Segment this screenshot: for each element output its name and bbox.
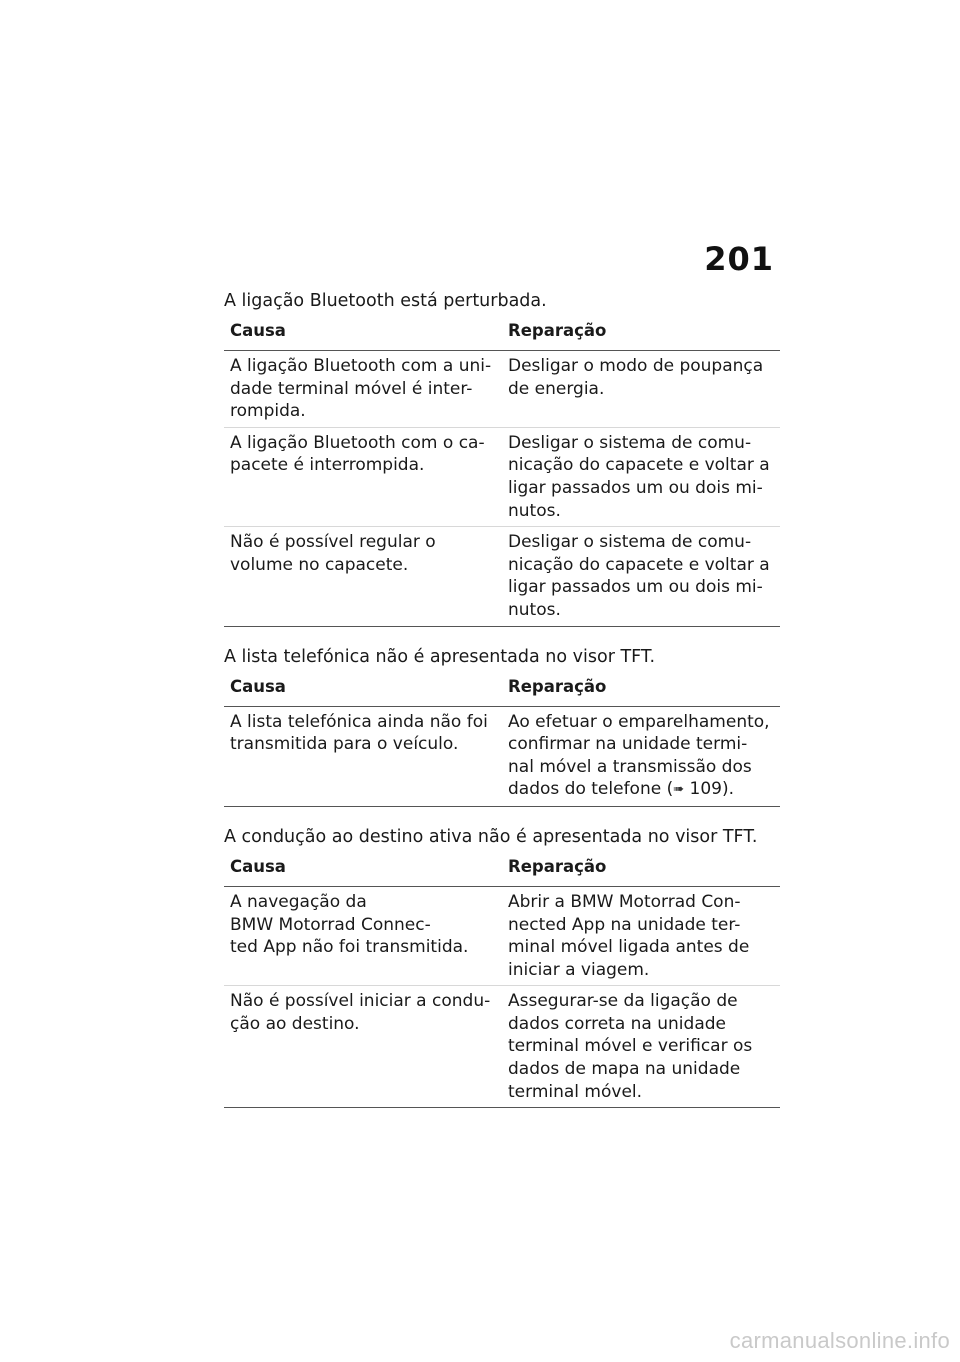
page-reference-link[interactable]: 109).: [684, 779, 735, 800]
table-row: [224, 427, 780, 526]
section-heading: A ligação Bluetooth está perturbada.: [224, 291, 547, 311]
table-row: [224, 527, 780, 626]
section-heading: A condução ao destino ativa não é apresentada no visor TFT.: [224, 826, 758, 847]
cause-cell: A ligação Bluetooth com a uni- dade terminal móvel é inter- rompida.: [224, 351, 502, 428]
column-header-fix: Reparação: [502, 671, 780, 707]
page-number: 201: [704, 240, 774, 278]
column-header-cause: Causa: [224, 315, 502, 351]
table-row: [224, 351, 780, 428]
fix-cell: Desligar o sistema de comu- nicação do capacete e voltar a ligar passados um ou dois mi- nutos.: [502, 427, 780, 526]
table-row: [224, 886, 780, 985]
troubleshooting-table: [224, 671, 780, 807]
cause-cell: Não é possível regular o volume no capacete.: [224, 527, 502, 626]
column-header-cause: Causa: [224, 671, 502, 707]
fix-cell: Abrir a BMW Motorrad Con- nected App na unidade ter- minal móvel ligada antes de iniciar a viagem.: [502, 886, 780, 985]
section-bluetooth: [224, 289, 780, 627]
troubleshooting-table: [224, 315, 780, 627]
section-phonebook: [224, 645, 780, 807]
column-header-fix: Reparação: [502, 315, 780, 351]
fix-cell: Desligar o modo de poupança de energia.: [502, 351, 780, 428]
fix-cell: Desligar o sistema de comu- nicação do capacete e voltar a ligar passados um ou dois mi- nutos.: [502, 527, 780, 626]
page-reference-arrow-icon: ➠: [673, 782, 685, 798]
fix-cell: [502, 706, 780, 806]
section-heading: A lista telefónica não é apresentada no visor TFT.: [224, 646, 656, 667]
troubleshooting-table: [224, 851, 780, 1108]
section-navigation: [224, 825, 780, 1108]
column-header-fix: Reparação: [502, 851, 780, 887]
manual-content: [224, 289, 780, 1126]
table-header-row: [224, 671, 780, 707]
cause-cell: A ligação Bluetooth com o ca- pacete é interrompida.: [224, 427, 502, 526]
fix-cell: Assegurar-se da ligação de dados correta na unidade terminal móvel e verificar os dados de mapa na unidade terminal móvel.: [502, 986, 780, 1108]
cause-cell: A lista telefónica ainda não foi transmitida para o veículo.: [224, 706, 502, 806]
watermark: carmanualsonline.info: [729, 1328, 950, 1353]
table-header-row: [224, 315, 780, 351]
table-row: [224, 986, 780, 1108]
column-header-cause: Causa: [224, 851, 502, 887]
cause-cell: Não é possível iniciar a condu- ção ao destino.: [224, 986, 502, 1108]
fix-text: Ao efetuar o emparelhamento, confirmar na unidade termi- nal móvel a transmissão dos dados do telefone: [508, 711, 770, 800]
table-row: [224, 706, 780, 806]
ref-open: (: [661, 779, 674, 800]
table-header-row: [224, 851, 780, 887]
cause-cell: A navegação da BMW Motorrad Connec- ted App não foi transmitida.: [224, 886, 502, 985]
